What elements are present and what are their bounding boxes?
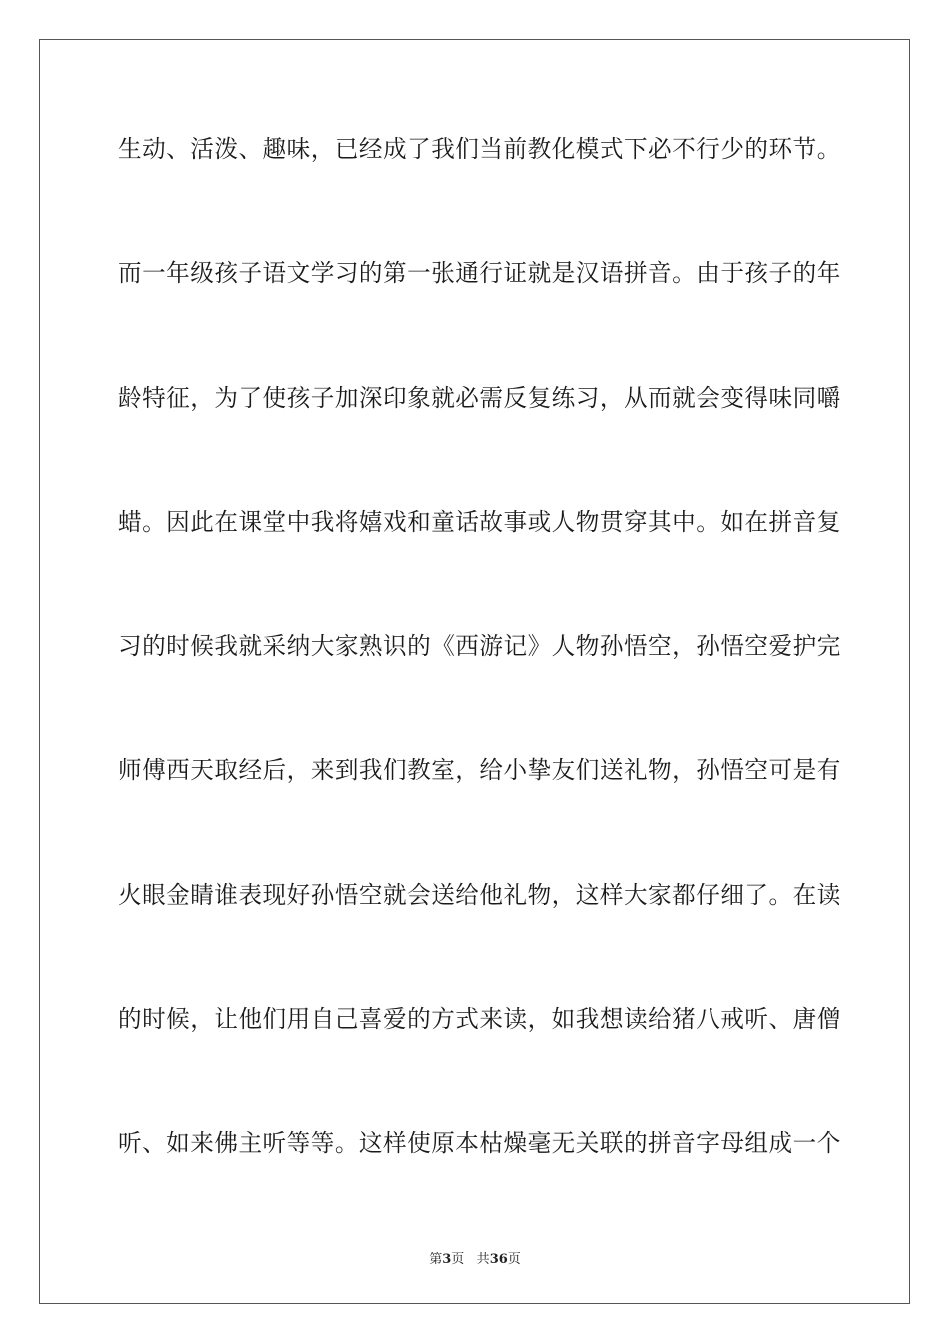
text-line: 生动、活泼、趣味，已经成了我们当前教化模式下必不行少的环节。 [118,135,841,163]
total-suffix: 页 [507,1252,521,1267]
text-line: 听、如来佛主听等等。这样使原本枯燥毫无关联的拼音字母组成一个 [118,1129,841,1158]
document-body [118,129,841,1248]
text-line: 火眼金睛谁表现好孙悟空就会送给他礼物，这样大家都仔细了。在读 [118,880,841,909]
text-line: 龄特征，为了使孩子加深印象就必需反复练习，从而就会变得味同嚼 [118,383,841,412]
text-line: 蜡。因此在课堂中我将嬉戏和童话故事或人物贯穿其中。如在拼音复 [118,507,841,536]
text-line: 习的时候我就采纳大家熟识的《西游记》人物孙悟空，孙悟空爱护完 [118,632,841,661]
text-line: 师傅西天取经后，来到我们教室，给小挚友们送礼物，孙悟空可是有 [118,756,841,785]
total-pages: 36 [489,1252,508,1267]
text-line: 的时候，让他们用自己喜爱的方式来读，如我想读给猪八戒听、唐僧 [118,1005,841,1034]
page-footer [0,1248,950,1267]
page-suffix: 页 [451,1252,465,1267]
text-line: 而一年级孩子语文学习的第一张通行证就是汉语拼音。由于孩子的年 [118,259,841,288]
page-prefix: 第 [429,1252,443,1267]
page-number: 3 [442,1252,452,1267]
total-prefix: 共 [476,1252,490,1267]
